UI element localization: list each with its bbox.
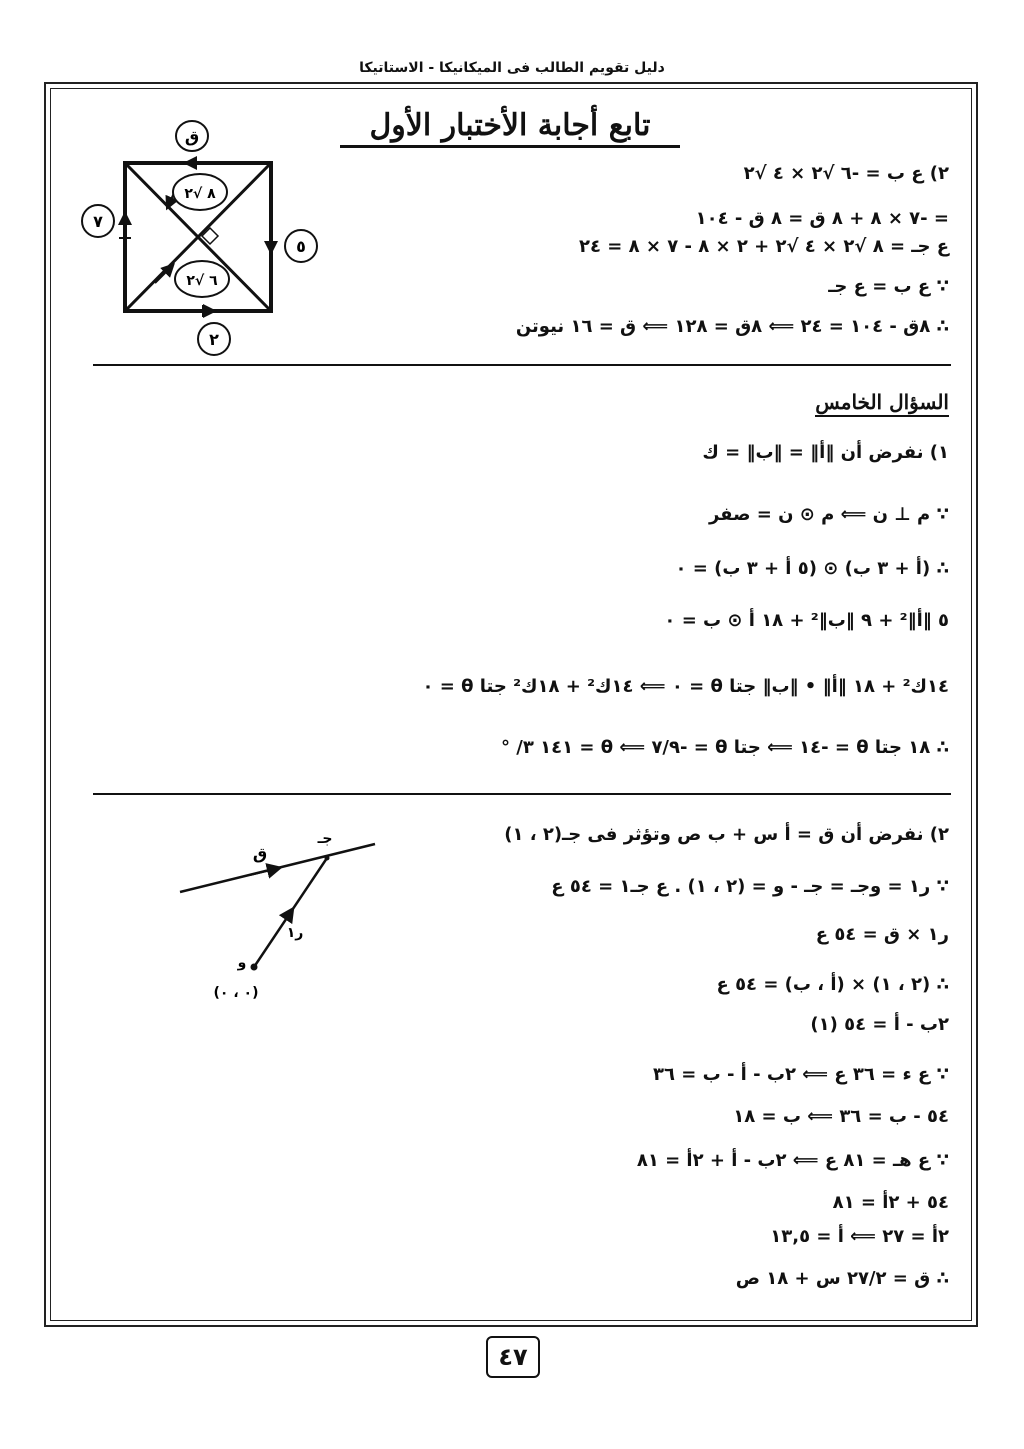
q5-2-line-7: ٥٤ - ب = ٣٦ ⟸ ب = ١٨ [733, 1106, 949, 1127]
force-line-diagram [170, 825, 390, 1010]
q5-2-line-10: ٢أ = ٢٧ ⟸ أ = ١٣,٥ [770, 1226, 949, 1247]
label-r1: ر١ [286, 925, 304, 941]
label-o: و [237, 955, 247, 971]
label-8root2: ٨ √٢ [184, 186, 216, 202]
section-title: السؤال الخامس [815, 390, 949, 417]
page-number: ٤٧ [486, 1336, 540, 1378]
q5-2-line-9: ٥٤ + ٢أ = ٨١ [832, 1192, 949, 1213]
q5-1-line-3: ∴ (أ + ٣ ب) ⊙ (٥ أ + ٣ ب) = ٠ [675, 558, 949, 579]
label-j: جـ [317, 831, 333, 847]
label-q2: ق [252, 844, 268, 863]
label-6root2: ٦ √٢ [186, 273, 218, 289]
q5-2-line-5: ٢ب - أ = ٥٤ (١) [810, 1014, 949, 1035]
q2-line-5: ∴ ٨ق - ١٠٤ = ٢٤ ⟸ ٨ق = ١٢٨ ⟸ ق = ١٦ نيوتن [515, 316, 949, 337]
q2-line-1: ٢) ع ب = -٦ √٢ × ٤ √٢ [743, 163, 949, 184]
label-7: ٧ [93, 212, 103, 231]
q5-2-line-11: ∴ ق = ٢٧/٢ س + ١٨ ص [735, 1268, 949, 1289]
q5-1-line-1: ١) نفرض أن ‖أ‖ = ‖ب‖ = ك [702, 442, 949, 463]
q5-2-line-4: ∴ (٢ ، ١) × (أ ، ب) = ٥٤ ع [716, 974, 949, 995]
q5-2-line-2: ∵ ر١ = وجـ = جـ - و = (٢ ، ١) . ع جـ١ = ٥٤ ع [551, 876, 949, 897]
q2-line-4: ∵ ع ب = ع جـ [828, 276, 949, 297]
square-force-diagram [75, 118, 335, 358]
label-origin: (٠ ، ٠) [213, 985, 259, 1001]
q2-line-2: = -٧ × ٨ + ٨ ق = ٨ ق - ١٠٤ [695, 208, 949, 229]
q5-2-line-3: ر١ × ق = ٥٤ ع [815, 924, 949, 945]
q2-line-3: ع جـ = ٨ √٢ × ٤ √٢ + ٢ × ٨ - ٧ × ٨ = ٢٤ [579, 236, 949, 257]
q5-1-line-2: ∵ م ⊥ ن ⟸ م ⊙ ن = صفر [708, 504, 949, 525]
q5-1-line-4: ٥ ‖أ‖² + ٩ ‖ب‖² + ١٨ أ ⊙ ب = ٠ [664, 610, 949, 631]
divider-2 [93, 793, 951, 795]
q5-2-line-1: ٢) نفرض أن ق = أ س + ب ص وتؤثر فى جـ(٢ ، ١) [504, 824, 949, 845]
label-5: ٥ [296, 237, 306, 256]
q5-2-line-6: ∵ ع ء = ٣٦ ع ⟸ ٢ب - أ - ب = ٣٦ [652, 1064, 949, 1085]
q5-1-line-5: ١٤ك² + ١٨ ‖أ‖ • ‖ب‖ جتا θ = ٠ ⟸ ١٤ك² + ١٨ك² جتا θ = ٠ [422, 676, 949, 697]
label-2: ٢ [209, 330, 219, 349]
label-q: ق [184, 127, 200, 146]
page-title: تابع أجابة الأختبار الأول [340, 108, 680, 148]
divider-1 [93, 364, 951, 366]
q5-2-line-8: ∵ ع هـ = ٨١ ع ⟸ ٢ب - أ + ٢أ = ٨١ [636, 1150, 949, 1171]
q5-1-line-6: ∴ ١٨ جتا θ = -١٤ ⟸ جتا θ = -٧/٩ ⟸ θ = ١٤١ ٣/ ° [501, 737, 949, 758]
page-header: دليل تقويم الطالب فى الميكانيكا - الاستاتيكا [359, 60, 665, 76]
